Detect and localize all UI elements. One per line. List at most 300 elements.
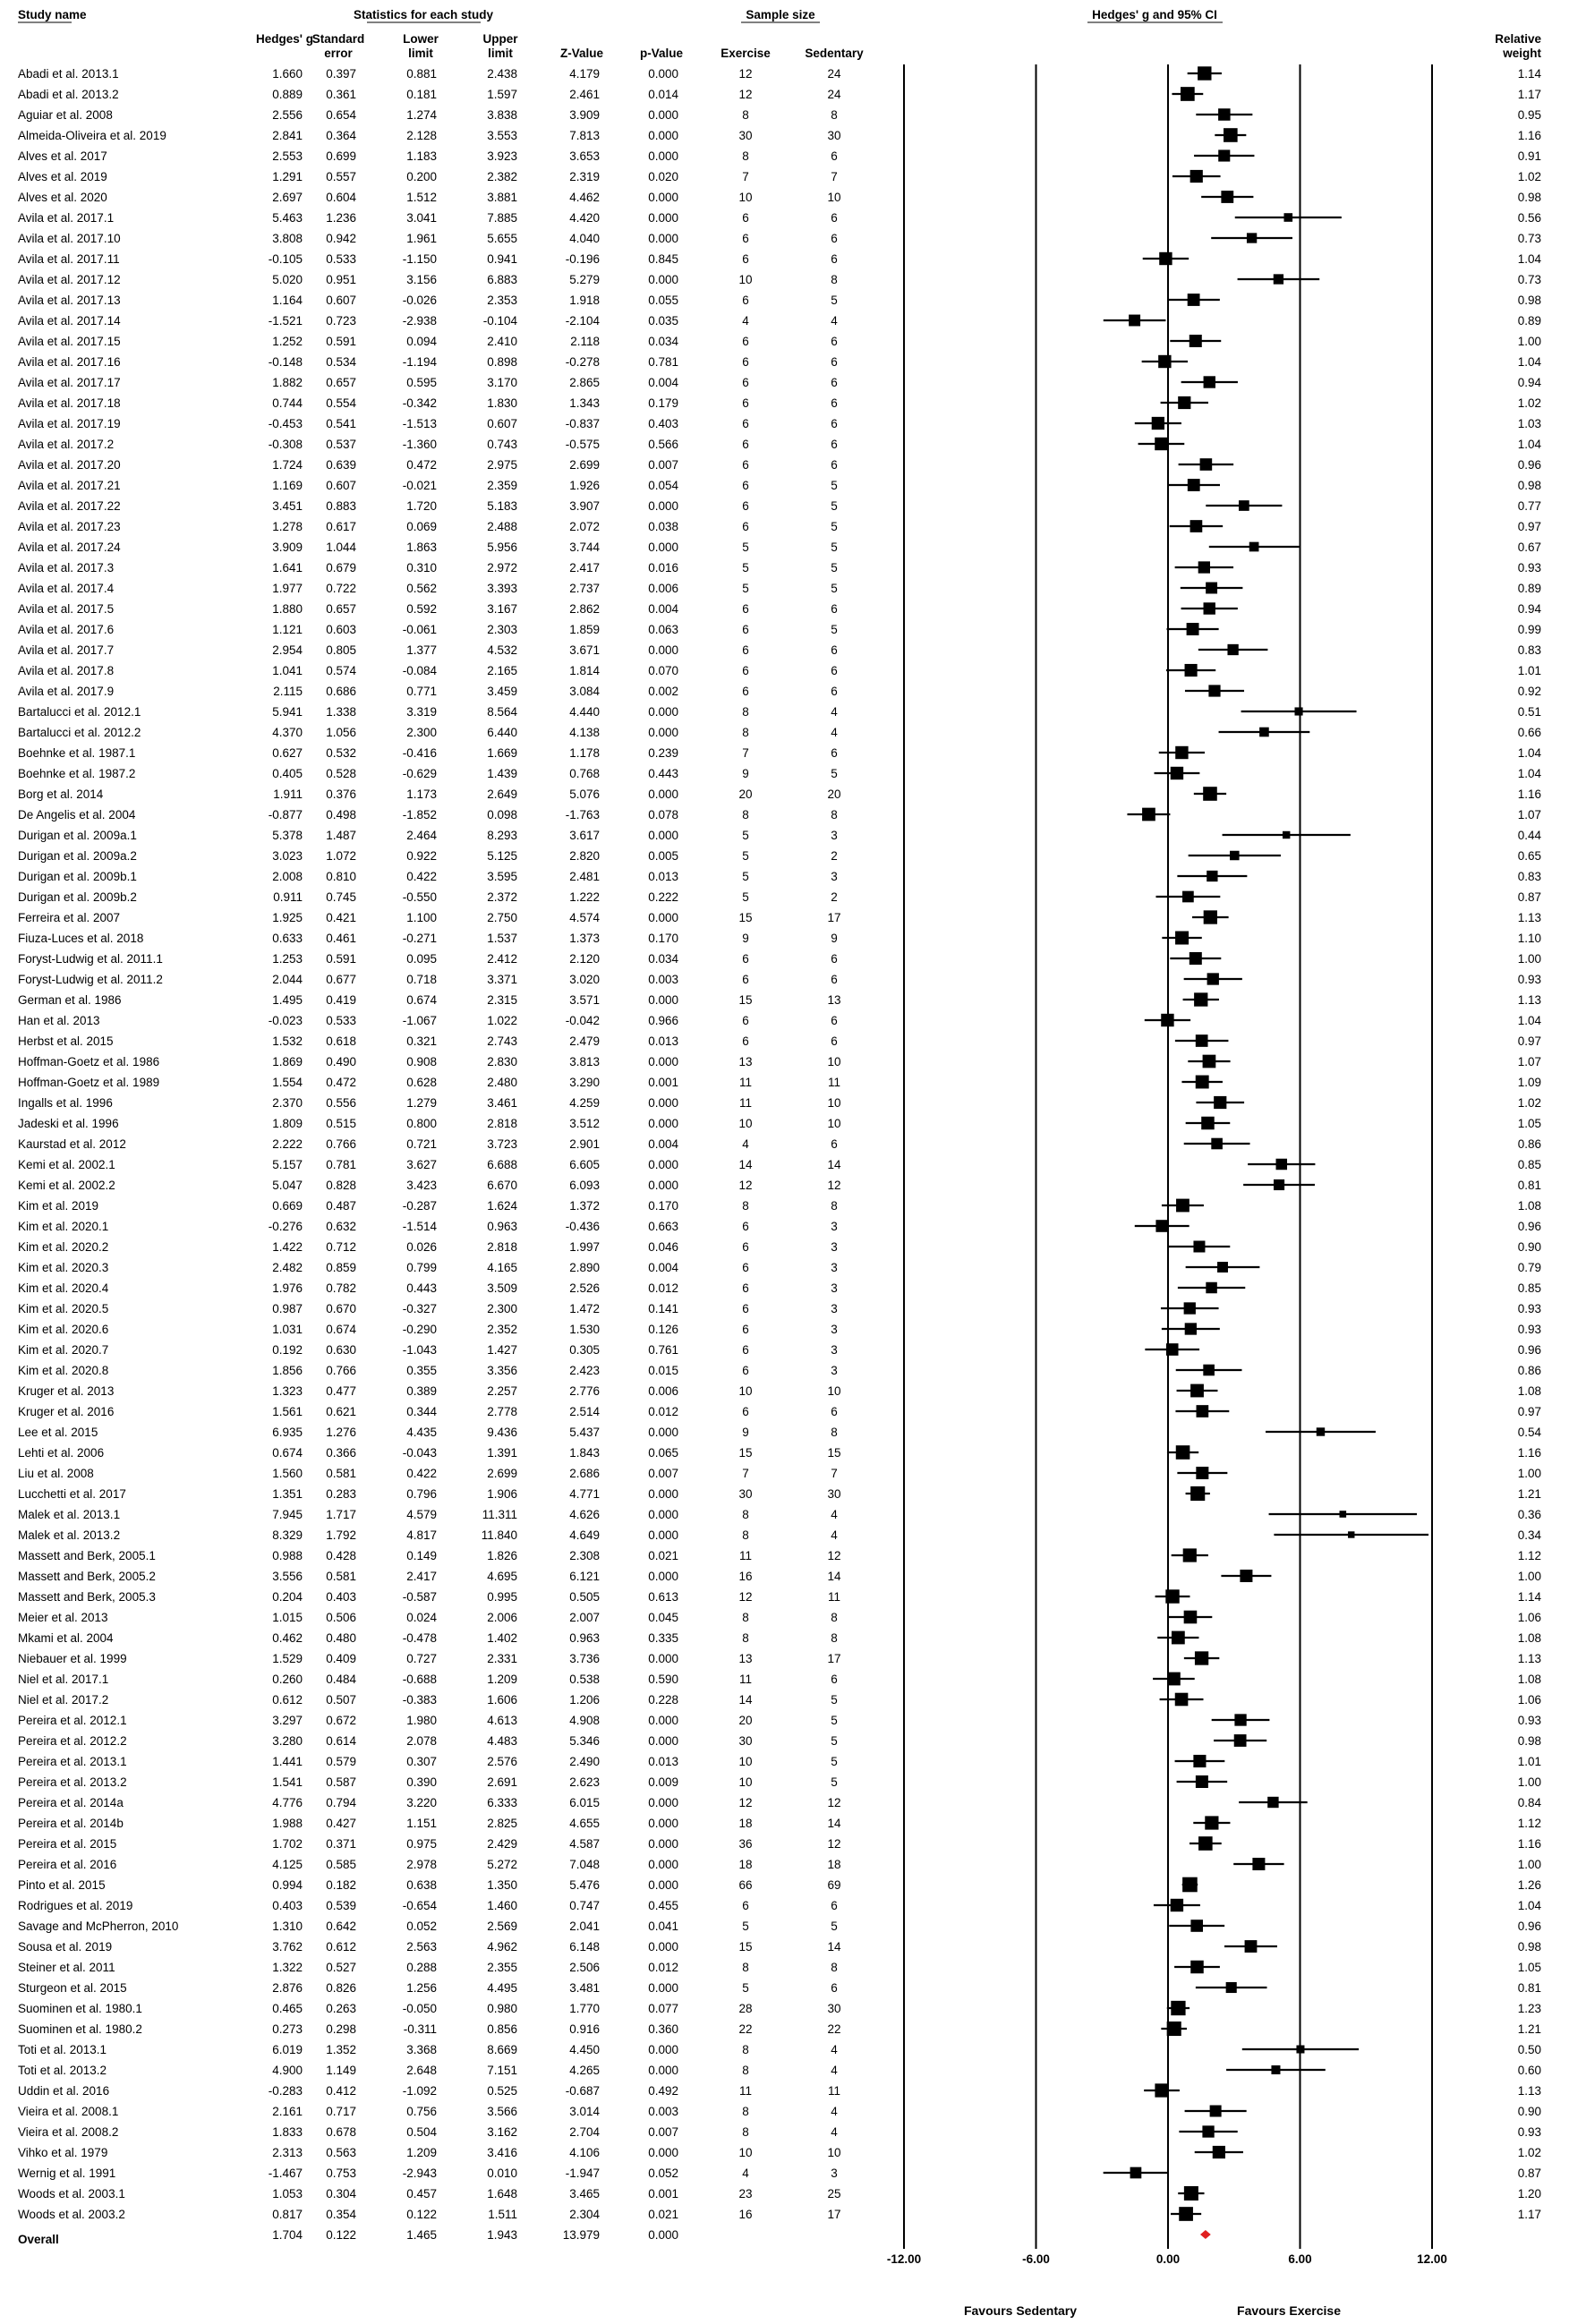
p-value: 0.761 [648, 1343, 678, 1357]
hedges-g-value: 0.994 [272, 1878, 303, 1892]
upper-limit-value: 2.975 [487, 458, 517, 472]
hedges-g-value: 1.809 [272, 1117, 303, 1130]
lower-limit-value: -0.478 [402, 1631, 437, 1645]
exercise-sample-size: 11 [738, 1076, 753, 1089]
sedentary-sample-size: 5 [831, 623, 838, 636]
lower-limit-value: -0.287 [402, 1199, 437, 1213]
hedges-g-value: 2.370 [272, 1096, 303, 1110]
relative-weight-value: 0.95 [1517, 108, 1541, 122]
relative-weight-value: 0.73 [1517, 232, 1541, 245]
study-name: Avila et al. 2017.13 [18, 294, 121, 307]
hedges-g-value: 1.925 [272, 911, 303, 924]
z-value: 2.704 [569, 2125, 600, 2139]
sedentary-sample-size: 3 [831, 1261, 838, 1274]
standard-error-value: 0.461 [326, 932, 356, 945]
effect-marker [1166, 1343, 1179, 1356]
hedges-g-value: 0.817 [272, 2208, 303, 2221]
upper-limit-value: 2.303 [487, 623, 517, 636]
relative-weight-value: 0.86 [1517, 1137, 1541, 1151]
hedges-g-value: 1.322 [272, 1961, 303, 1974]
z-value: 2.417 [569, 561, 600, 575]
lower-limit-value: -0.050 [402, 2002, 437, 2015]
standard-error-value: 0.722 [326, 582, 356, 595]
sedentary-sample-size: 8 [831, 1426, 838, 1439]
z-value: 4.138 [569, 726, 600, 739]
hedges-g-value: -1.467 [268, 2167, 303, 2180]
sedentary-sample-size: 10 [827, 1384, 841, 1398]
z-value: 1.997 [569, 1240, 600, 1254]
study-name: Massett and Berk, 2005.1 [18, 1549, 156, 1562]
p-value: 0.000 [648, 541, 678, 554]
standard-error-value: 0.723 [326, 314, 356, 328]
standard-error-value: 0.587 [326, 1775, 356, 1789]
relative-weight-value: 1.06 [1517, 1611, 1541, 1624]
upper-limit-value: 2.353 [487, 294, 517, 307]
relative-weight-value: 0.50 [1517, 2043, 1541, 2056]
overall-lower-limit-value: 1.465 [406, 2228, 437, 2242]
relative-weight-value: 0.98 [1517, 1734, 1541, 1748]
exercise-sample-size: 6 [742, 602, 749, 616]
z-value: 1.926 [569, 479, 600, 492]
hedges-g-value: 1.833 [272, 2125, 303, 2139]
hedges-g-value: 2.161 [272, 2105, 303, 2118]
sedentary-sample-size: 14 [827, 1570, 841, 1583]
upper-limit-value: 3.923 [487, 149, 517, 163]
z-value: 4.771 [569, 1487, 600, 1501]
standard-error-value: 0.403 [326, 1590, 356, 1604]
relative-weight-value: 0.44 [1517, 829, 1541, 842]
exercise-sample-size: 6 [742, 458, 749, 472]
standard-error-value: 0.674 [326, 1323, 356, 1336]
standard-error-value: 0.642 [326, 1920, 356, 1933]
effect-marker [1214, 1096, 1226, 1109]
exercise-sample-size: 66 [738, 1878, 753, 1892]
exercise-sample-size: 8 [742, 2105, 749, 2118]
effect-marker [1159, 252, 1172, 265]
standard-error-value: 0.484 [326, 1673, 356, 1686]
upper-limit-value: 4.532 [487, 643, 517, 657]
effect-marker [1155, 2083, 1168, 2097]
hedges-g-value: 0.612 [272, 1693, 303, 1707]
exercise-sample-size: 8 [742, 1961, 749, 1974]
sedentary-sample-size: 14 [827, 1158, 841, 1171]
lower-limit-value: -1.043 [402, 1343, 437, 1357]
z-value: 6.148 [569, 1940, 600, 1954]
overall-z-value: 13.979 [562, 2228, 600, 2242]
study-name: Avila et al. 2017.1 [18, 211, 115, 225]
effect-marker [1190, 520, 1203, 532]
relative-weight-value: 1.07 [1517, 808, 1541, 821]
upper-limit-value: 2.972 [487, 561, 517, 575]
study-name: Kruger et al. 2016 [18, 1405, 115, 1418]
standard-error-value: 0.563 [326, 2146, 356, 2159]
lower-limit-value: 2.648 [406, 2064, 437, 2077]
hedges-g-value: 0.627 [272, 746, 303, 760]
z-value: 3.813 [569, 1055, 600, 1068]
sedentary-sample-size: 5 [831, 499, 838, 513]
exercise-sample-size: 6 [742, 664, 749, 677]
upper-limit-value: 3.509 [487, 1281, 517, 1295]
hedges-g-value: -0.023 [268, 1014, 303, 1027]
exercise-sample-size: 6 [742, 973, 749, 986]
study-name: Massett and Berk, 2005.3 [18, 1590, 156, 1604]
lower-limit-value: 1.863 [406, 541, 437, 554]
effect-marker [1171, 1899, 1183, 1911]
study-name: Borg et al. 2014 [18, 787, 104, 801]
lower-limit-value: 0.422 [406, 1467, 437, 1480]
study-name: Pereira et al. 2015 [18, 1837, 117, 1851]
effect-marker [1194, 992, 1207, 1006]
standard-error-value: 0.607 [326, 294, 356, 307]
effect-marker [1198, 66, 1211, 80]
exercise-sample-size: 30 [738, 1487, 753, 1501]
hedges-g-value: 3.909 [272, 541, 303, 554]
hedges-g-value: 1.053 [272, 2187, 303, 2201]
sedentary-sample-size: 24 [827, 88, 841, 101]
hedges-g-value: 1.554 [272, 1076, 303, 1089]
lower-limit-value: -0.311 [403, 2022, 437, 2036]
study-name: Woods et al. 2003.1 [18, 2187, 125, 2201]
z-value: 2.481 [569, 870, 600, 883]
lower-limit-value: 2.300 [406, 726, 437, 739]
z-value: 3.736 [569, 1652, 600, 1665]
p-value: 0.170 [648, 932, 678, 945]
z-value: 2.423 [569, 1364, 600, 1377]
hedges-g-value: -0.105 [268, 252, 303, 266]
p-value: 0.063 [648, 623, 678, 636]
effect-marker [1211, 1138, 1223, 1150]
effect-marker [1167, 2022, 1181, 2036]
effect-marker [1198, 561, 1210, 573]
relative-weight-value: 0.99 [1517, 623, 1541, 636]
hedges-g-value: 0.744 [272, 396, 303, 410]
z-value: 2.820 [569, 849, 600, 863]
effect-marker [1203, 1365, 1215, 1376]
study-name: Avila et al. 2017.16 [18, 355, 121, 369]
effect-marker [1218, 149, 1230, 161]
hedges-g-value: 2.008 [272, 870, 303, 883]
effect-marker [1204, 376, 1215, 387]
standard-error-value: 0.421 [326, 911, 356, 924]
standard-error-value: 0.579 [326, 1755, 356, 1768]
p-value: 0.000 [648, 232, 678, 245]
p-value: 0.239 [648, 746, 678, 760]
upper-limit-value: 2.488 [487, 520, 517, 533]
sedentary-sample-size: 4 [831, 2125, 838, 2139]
study-name: Durigan et al. 2009a.2 [18, 849, 137, 863]
p-value: 0.045 [648, 1611, 678, 1624]
lower-limit-value: -0.290 [402, 1323, 437, 1336]
upper-limit-value: 1.906 [487, 1487, 517, 1501]
study-name: Kim et al. 2020.1 [18, 1220, 109, 1233]
hedges-g-value: 1.252 [272, 335, 303, 348]
exercise-sample-size: 6 [742, 1220, 749, 1233]
z-value: 3.465 [569, 2187, 600, 2201]
x-tick-label: -12.00 [886, 2252, 922, 2266]
sedentary-sample-size: 6 [831, 1014, 838, 1027]
upper-limit-value: 2.825 [487, 1817, 517, 1830]
standard-error-value: 0.182 [326, 1878, 356, 1892]
hedges-g-value: -1.521 [268, 314, 303, 328]
lower-limit-value: -0.342 [402, 396, 437, 410]
z-value: 2.304 [569, 2208, 600, 2221]
standard-error-value: 0.826 [326, 1981, 356, 1995]
upper-limit-value: 3.170 [487, 376, 517, 389]
relative-weight-value: 0.60 [1517, 2064, 1541, 2077]
hedges-g-value: 6.019 [272, 2043, 303, 2056]
z-value: 1.918 [569, 294, 600, 307]
lower-limit-value: 4.579 [406, 1508, 437, 1521]
exercise-sample-size: 6 [742, 1364, 749, 1377]
exercise-sample-size: 12 [738, 67, 753, 81]
standard-error-value: 0.554 [326, 396, 356, 410]
z-value: 1.530 [569, 1323, 600, 1336]
standard-error-value: 0.612 [326, 1940, 356, 1954]
study-name: Almeida-Oliveira et al. 2019 [18, 129, 166, 142]
effect-marker [1188, 294, 1200, 306]
upper-limit-value: 3.459 [487, 685, 517, 698]
lower-limit-value: 0.721 [406, 1137, 437, 1151]
lower-limit-value: 0.307 [406, 1755, 437, 1768]
study-name: Alves et al. 2020 [18, 191, 107, 204]
effect-marker [1210, 2106, 1222, 2117]
z-value: 6.093 [569, 1179, 600, 1192]
study-name: Toti et al. 2013.2 [18, 2064, 107, 2077]
lower-limit-value: 1.377 [406, 643, 437, 657]
effect-marker [1226, 1982, 1237, 1993]
z-value: -0.687 [565, 2084, 600, 2098]
study-name: Vieira et al. 2008.2 [18, 2125, 119, 2139]
lower-limit-value: 0.389 [406, 1384, 437, 1398]
z-value: -0.042 [565, 1014, 600, 1027]
exercise-sample-size: 5 [742, 582, 749, 595]
study-name: Kim et al. 2020.8 [18, 1364, 109, 1377]
z-value: 4.179 [569, 67, 600, 81]
relative-weight-value: 1.20 [1517, 2187, 1541, 2201]
z-value: 1.472 [569, 1302, 600, 1315]
relative-weight-value: 0.92 [1517, 685, 1541, 698]
hedges-g-value: 4.370 [272, 726, 303, 739]
standard-error-value: 0.712 [326, 1240, 356, 1254]
p-value: 0.012 [648, 1281, 678, 1295]
effect-marker [1188, 479, 1200, 491]
upper-limit-value: 11.840 [481, 1528, 517, 1542]
z-value: 3.671 [569, 643, 600, 657]
lower-limit-value: 1.256 [406, 1981, 437, 1995]
study-name: Pereira et al. 2012.1 [18, 1714, 127, 1727]
standard-error-value: 0.657 [326, 376, 356, 389]
hedges-g-value: -0.283 [268, 2084, 303, 2098]
hedges-g-value: 0.889 [272, 88, 303, 101]
upper-limit-value: 11.311 [482, 1508, 517, 1521]
effect-marker [1224, 128, 1238, 142]
upper-limit-value: 1.391 [487, 1446, 517, 1460]
hedges-g-value: 4.125 [272, 1858, 303, 1871]
lower-limit-value: 3.041 [406, 211, 437, 225]
lower-limit-value: 0.390 [406, 1775, 437, 1789]
upper-limit-value: -0.104 [482, 314, 517, 328]
standard-error-value: 0.657 [326, 602, 356, 616]
lower-limit-value: -2.938 [402, 314, 437, 328]
upper-limit-value: 1.511 [488, 2208, 517, 2221]
hedges-g-value: 3.023 [272, 849, 303, 863]
hedges-g-value: 1.856 [272, 1364, 303, 1377]
exercise-sample-size: 6 [742, 520, 749, 533]
upper-limit-value: 4.165 [487, 1261, 517, 1274]
exercise-sample-size: 23 [738, 2187, 753, 2201]
lower-limit-value: 3.319 [406, 705, 437, 719]
hedges-g-value: 1.988 [272, 1817, 303, 1830]
exercise-sample-size: 6 [742, 252, 749, 266]
sedentary-sample-size: 3 [831, 1281, 838, 1295]
z-value: -2.104 [565, 314, 600, 328]
effect-marker [1201, 1117, 1215, 1130]
standard-error-value: 0.614 [326, 1734, 356, 1748]
relative-weight-value: 1.02 [1517, 170, 1541, 183]
standard-error-value: 0.805 [326, 643, 356, 657]
study-name: Niel et al. 2017.2 [18, 1693, 109, 1707]
effect-marker [1274, 274, 1283, 284]
p-value: 0.078 [648, 808, 678, 821]
sedentary-sample-size: 5 [831, 582, 838, 595]
sedentary-sample-size: 12 [827, 1837, 841, 1851]
lower-limit-value: 0.355 [406, 1364, 437, 1377]
relative-weight-value: 1.05 [1517, 1117, 1541, 1130]
lower-limit-value: 0.628 [406, 1076, 437, 1089]
exercise-sample-size: 6 [742, 232, 749, 245]
exercise-sample-size: 9 [742, 932, 749, 945]
exercise-sample-size: 12 [738, 88, 753, 101]
hedges-g-value: 1.310 [272, 1920, 303, 1933]
exercise-sample-size: 36 [738, 1837, 753, 1851]
study-name: Abadi et al. 2013.1 [18, 67, 119, 81]
sedentary-sample-size: 6 [831, 417, 838, 430]
sedentary-sample-size: 2 [831, 849, 838, 863]
effect-marker [1184, 2186, 1198, 2201]
effect-marker [1158, 355, 1171, 368]
z-value: 3.020 [569, 973, 600, 986]
hedges-g-value: 5.047 [272, 1179, 303, 1192]
study-name: Boehnke et al. 1987.1 [18, 746, 136, 760]
standard-error-value: 0.883 [326, 499, 356, 513]
exercise-sample-size: 20 [738, 1714, 753, 1727]
study-name: Abadi et al. 2013.2 [18, 88, 119, 101]
z-value: 2.041 [569, 1920, 600, 1933]
effect-marker [1129, 315, 1140, 327]
sedentary-sample-size: 5 [831, 1775, 838, 1789]
effect-marker [1181, 87, 1195, 101]
study-name: Mkami et al. 2004 [18, 1631, 114, 1645]
upper-limit-value: 3.838 [487, 108, 517, 122]
study-name: Hoffman-Goetz et al. 1986 [18, 1055, 160, 1068]
hedges-g-value: 2.876 [272, 1981, 303, 1995]
study-name: Avila et al. 2017.15 [18, 335, 121, 348]
study-name: Avila et al. 2017.24 [18, 541, 121, 554]
relative-weight-value: 0.81 [1517, 1179, 1541, 1192]
effect-marker [1184, 1302, 1196, 1314]
sedentary-sample-size: 10 [827, 1096, 841, 1110]
sedentary-sample-size: 11 [827, 1590, 841, 1604]
standard-error-value: 1.072 [326, 849, 356, 863]
hedges-g-value: 1.441 [272, 1755, 303, 1768]
upper-limit-value: 0.963 [487, 1220, 517, 1233]
relative-weight-value: 0.73 [1517, 273, 1541, 286]
standard-error-value: 0.427 [326, 1817, 356, 1830]
effect-marker [1200, 458, 1213, 471]
z-value: 1.178 [569, 746, 600, 760]
standard-error-value: 0.942 [326, 232, 356, 245]
exercise-column-header: Exercise [721, 47, 771, 60]
z-value: 3.512 [569, 1117, 600, 1130]
effect-marker [1130, 2167, 1142, 2179]
p-value: 0.006 [648, 582, 678, 595]
sedentary-sample-size: 17 [827, 911, 841, 924]
p-value: 0.052 [648, 2167, 678, 2180]
lower-limit-value: 3.627 [406, 1158, 437, 1171]
study-name: Boehnke et al. 1987.2 [18, 767, 136, 780]
upper-limit-value: 0.941 [487, 252, 517, 266]
relative-weight-value: 0.94 [1517, 602, 1541, 616]
exercise-sample-size: 5 [742, 890, 749, 904]
standard-error-value: 1.717 [326, 1508, 356, 1521]
exercise-sample-size: 8 [742, 2043, 749, 2056]
study-name: Avila et al. 2017.23 [18, 520, 121, 533]
upper-limit-value: 2.359 [487, 479, 517, 492]
study-name: Avila et al. 2017.20 [18, 458, 121, 472]
effect-marker [1240, 1570, 1252, 1582]
hedges-g-value: 2.556 [272, 108, 303, 122]
sedentary-sample-size: 6 [831, 438, 838, 451]
p-value: 0.000 [648, 829, 678, 842]
upper-limit-value: 3.416 [487, 2146, 517, 2159]
study-name: Jadeski et al. 1996 [18, 1117, 119, 1130]
study-name: Wernig et al. 1991 [18, 2167, 116, 2180]
relative-weight-value: 0.98 [1517, 191, 1541, 204]
hedges-g-value: 3.762 [272, 1940, 303, 1954]
p-value: 0.000 [648, 787, 678, 801]
exercise-sample-size: 10 [738, 1775, 753, 1789]
effect-marker [1227, 644, 1238, 655]
sedentary-sample-size: 13 [827, 993, 841, 1007]
standard-error-value: 0.632 [326, 1220, 356, 1233]
lower-limit-value: 3.220 [406, 1796, 437, 1809]
z-value-column-header: Z-Value [559, 47, 604, 60]
sedentary-sample-size: 6 [831, 252, 838, 266]
p-value: 0.020 [648, 170, 678, 183]
upper-limit-value: 0.607 [487, 417, 517, 430]
p-value: 0.781 [648, 355, 678, 369]
p-value: 0.003 [648, 2105, 678, 2118]
lower-limit-value: 4.435 [406, 1426, 437, 1439]
standard-error-value: 0.621 [326, 1405, 356, 1418]
z-value: 6.605 [569, 1158, 600, 1171]
exercise-sample-size: 16 [738, 2208, 753, 2221]
p-value: 0.000 [648, 2064, 678, 2077]
study-name: Pereira et al. 2012.2 [18, 1734, 127, 1748]
hedges-g-value: 5.463 [272, 211, 303, 225]
relative-weight-value: 0.85 [1517, 1158, 1541, 1171]
standard-error-value: 0.527 [326, 1961, 356, 1974]
p-value: 0.590 [648, 1673, 678, 1686]
standard-error-value: 0.528 [326, 767, 356, 780]
sedentary-sample-size: 3 [831, 2167, 838, 2180]
lower-limit-value: -1.513 [402, 417, 437, 430]
sedentary-sample-size: 5 [831, 1714, 838, 1727]
upper-limit-value: 1.402 [487, 1631, 517, 1645]
upper-limit-value: 3.566 [487, 2105, 517, 2118]
sedentary-sample-size: 6 [831, 1673, 838, 1686]
standard-error-value: 1.352 [326, 2043, 356, 2056]
